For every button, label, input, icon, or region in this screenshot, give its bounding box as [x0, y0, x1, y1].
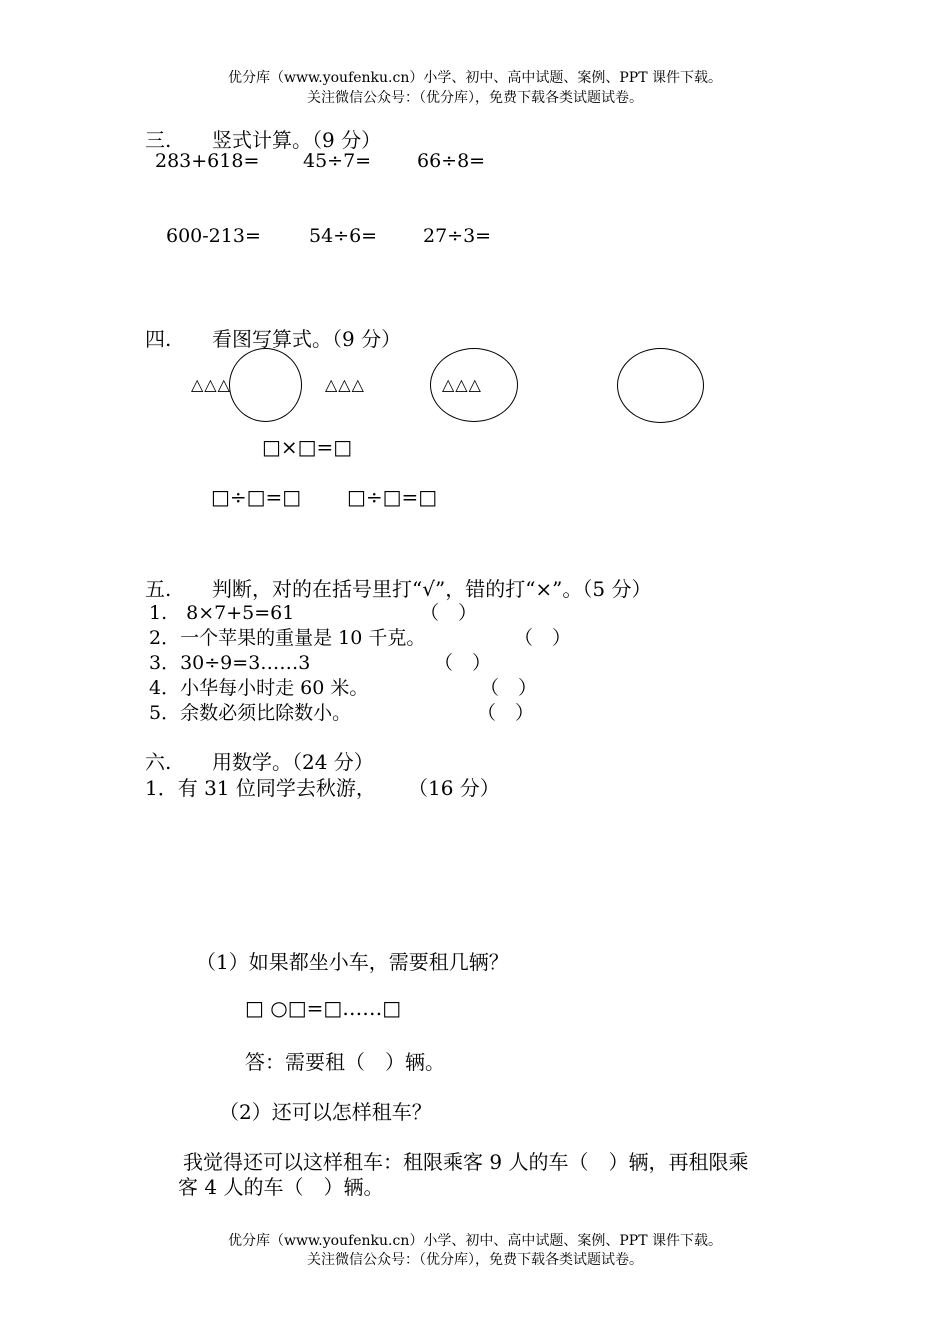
subquestion-2-line-1: 我觉得还可以这样租车：租限乘客 9 人的车（ ）辆，再租限乘 — [183, 1150, 749, 1174]
judge-item-5: 5．余数必须比除数小。 — [149, 702, 352, 724]
subquestion-1: （1）如果都坐小车，需要租几辆？ — [196, 950, 509, 974]
section-4-title: 看图写算式。（9 分） — [212, 327, 402, 351]
section-5-title: 判断，对的在括号里打“√”，错的打“×”。（5 分） — [212, 577, 652, 601]
footer-line-1: 优分库（www.youfenku.cn）小学、初中、高中试题、案例、PPT 课件下载。 — [227, 1233, 722, 1249]
calc-item-5: 54÷6= — [309, 225, 378, 247]
judge-paren-2: （ ） — [514, 627, 572, 649]
circle-3 — [617, 348, 704, 423]
section-5-number: 五. — [145, 577, 172, 601]
triangle-group-3: △△△ — [442, 375, 482, 394]
section-3-title: 竖式计算。（9 分） — [212, 128, 382, 152]
calc-item-3: 66÷8= — [417, 150, 486, 172]
judge-item-4: 4．小华每小时走 60 米。 — [149, 677, 369, 699]
judge-item-2: 2．一个苹果的重量是 10 千克。 — [149, 627, 426, 649]
equation-divide-1: □÷□=□ — [211, 485, 302, 509]
footer-line-2: 关注微信公众号：（优分库），免费下载各类试题试卷。 — [307, 1252, 643, 1268]
triangle-group-2: △△△ — [325, 375, 365, 394]
calc-item-2: 45÷7= — [303, 150, 372, 172]
subquestion-2: （2）还可以怎样租车？ — [219, 1100, 432, 1124]
subquestion-1-equation: □ ○□=□……□ — [245, 996, 402, 1020]
header-line-2: 关注微信公众号：（优分库），免费下载各类试题试卷。 — [307, 90, 643, 106]
calc-item-4: 600-213= — [166, 225, 261, 247]
calc-item-1: 283+618= — [155, 150, 260, 172]
section-6-number: 六. — [145, 750, 172, 774]
subquestion-2-line-2: 客 4 人的车（ ）辆。 — [178, 1175, 384, 1199]
judge-item-3: 3．30÷9=3……3 — [149, 652, 311, 674]
equation-divide-2: □÷□=□ — [347, 485, 438, 509]
judge-paren-1: （ ） — [420, 602, 478, 624]
circle-1 — [229, 348, 302, 422]
subquestion-1-answer: 答：需要租（ ）辆。 — [245, 1050, 445, 1074]
calc-item-6: 27÷3= — [423, 225, 492, 247]
judge-paren-4: （ ） — [480, 677, 538, 699]
judge-paren-3: （ ） — [434, 652, 492, 674]
question-1-text: 1．有 31 位同学去秋游， — [145, 776, 376, 800]
triangle-group-1: △△△ — [191, 375, 231, 394]
header-line-1: 优分库（www.youfenku.cn）小学、初中、高中试题、案例、PPT 课件下载。 — [227, 70, 722, 86]
judge-item-1: 1. 8×7+5=61 — [149, 602, 295, 624]
equation-multiply: □×□=□ — [262, 435, 353, 459]
judge-paren-5: （ ） — [477, 702, 535, 724]
section-4-number: 四. — [145, 327, 172, 351]
section-3-number: 三. — [145, 128, 172, 152]
question-1-score: （16 分） — [408, 776, 500, 800]
section-6-title: 用数学。（24 分） — [212, 750, 374, 774]
